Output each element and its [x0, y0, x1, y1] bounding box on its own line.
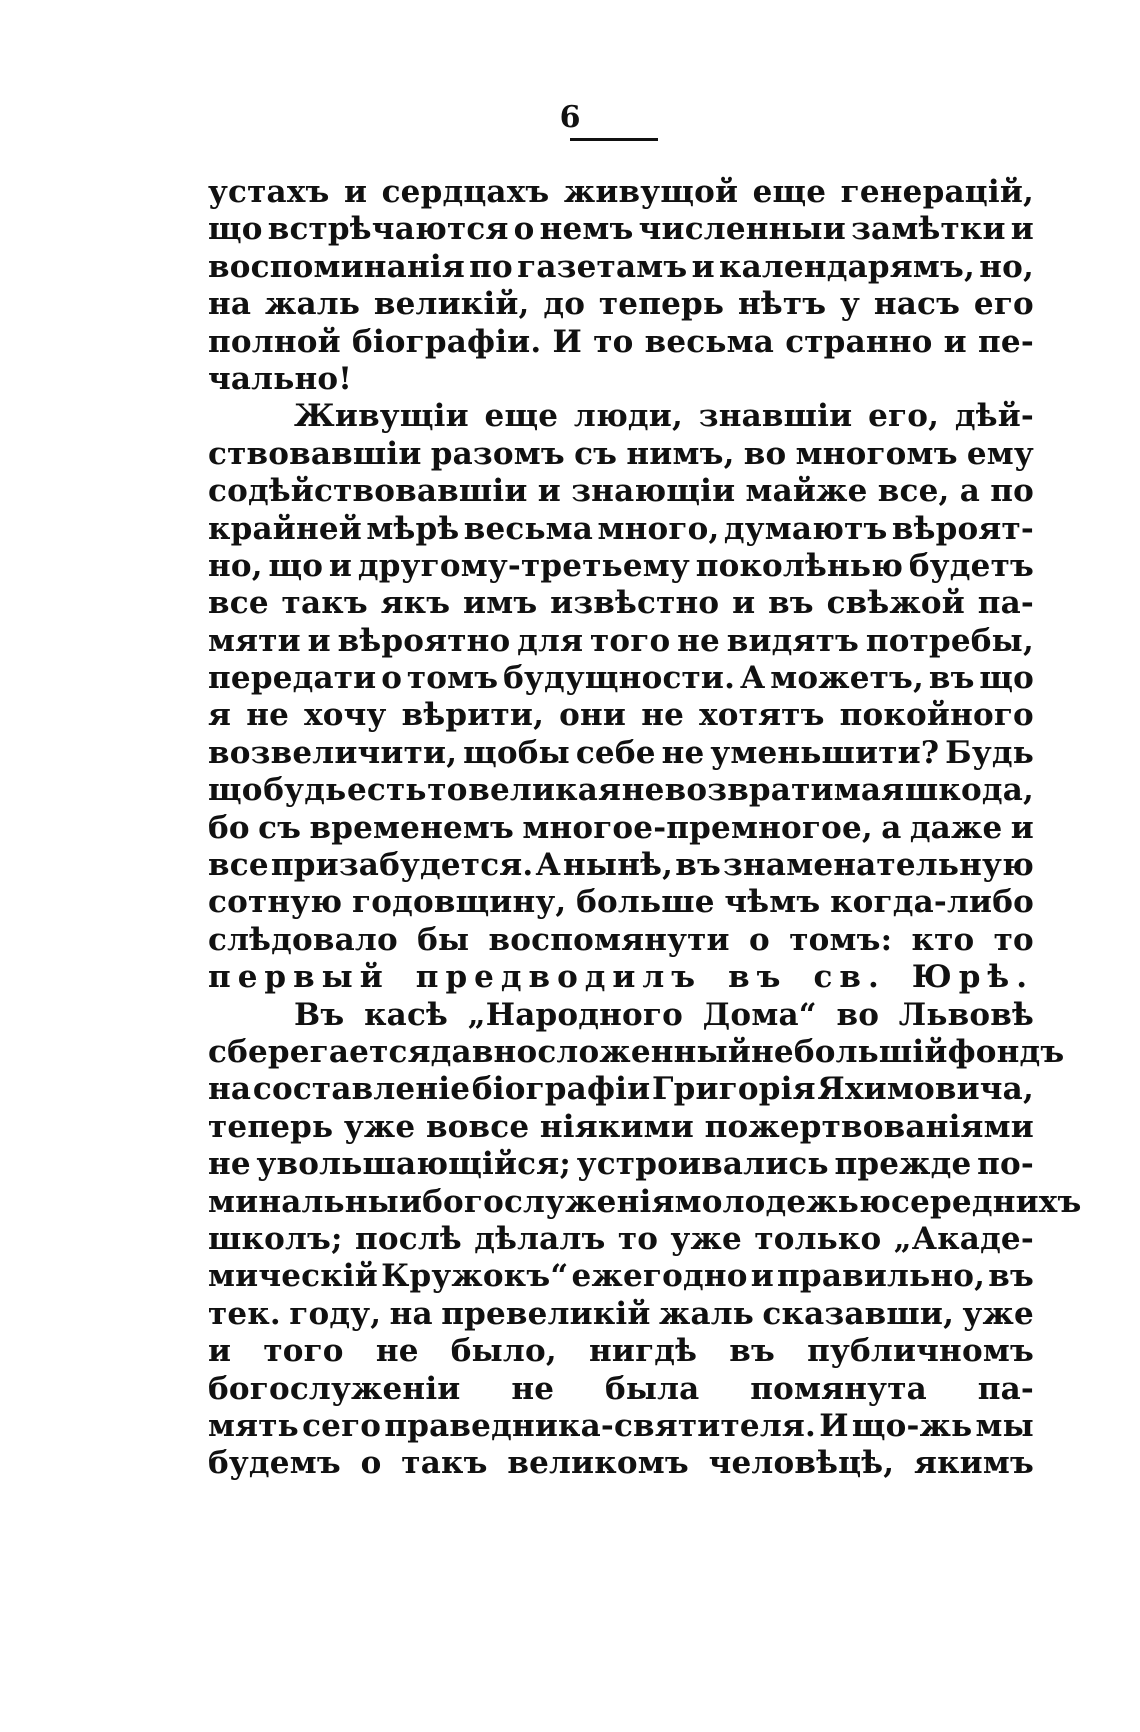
text-line: крайней мѣрѣ весьма много, думаютъ вѣроят-	[208, 510, 1034, 547]
text-line: чально!	[208, 360, 353, 397]
text-line: возвеличити, щобы себе не уменьшити? Будь	[208, 734, 1034, 771]
text-line: передати о томъ будущности. А можетъ, въ що	[208, 660, 1034, 697]
text-line: мять сего праведника-святителя. И що-жь мы	[208, 1407, 1034, 1444]
text-line: содѣйствовавшіи и знающіи майже все, а по	[208, 473, 1034, 510]
text-line: воспоминанія по газетамъ и календарямъ, но,	[208, 248, 1034, 285]
text-line: школъ; послѣ дѣлалъ то уже только „Акаде-	[208, 1220, 1034, 1257]
text-line: на жаль великій, до теперь нѣтъ у насъ его	[208, 286, 1034, 323]
text-line: тек. году, на превеликій жаль сказавши, уже	[208, 1295, 1034, 1332]
text-line: первый предводилъ въ св. Юрѣ.	[208, 959, 1034, 996]
body-text	[208, 174, 1082, 1483]
text-line: минальныи богослуженія молодежью середнихъ	[208, 1183, 1082, 1220]
text-line: слѣдовало бы воспомянути о томъ: кто то	[208, 921, 1034, 958]
text-line: що встрѣчаются о немъ численныи замѣтки и	[208, 211, 1034, 248]
text-line: сотную годовщину, больше чѣмъ когда-либо	[208, 884, 1034, 921]
text-line: Живущіи еще люди, знавшіи его, дѣй-	[294, 398, 1034, 435]
text-line: устахъ и сердцахъ живущой еще генерацій,	[208, 174, 1034, 210]
text-line: що будь есть то великая невозвратимая шкода,	[208, 772, 1034, 809]
text-line: и того не было, нигдѣ въ публичномъ	[208, 1333, 1034, 1370]
text-line: я не хочу вѣрити, они не хотятъ покойного	[208, 697, 1034, 734]
text-line: все призабудется. А нынѣ, въ знаменательную	[208, 847, 1034, 884]
page-number: 6	[559, 100, 581, 135]
text-line: мяти и вѣроятно для того не видятъ потребы,	[208, 622, 1034, 659]
text-line: ствовавшіи разомъ съ нимъ, во многомъ ему	[208, 435, 1034, 472]
text-line: Въ касѣ „Народного Дома“ во Львовѣ	[294, 996, 1034, 1033]
text-line: но, що и другому-третьему поколѣнью будетъ	[208, 547, 1034, 584]
text-line: сберегается давно сложенный небольшій фондъ	[208, 1033, 1065, 1070]
text-line: на составленіе біографіи Григорія Яхимовича,	[208, 1071, 1034, 1108]
text-line: теперь уже вовсе ніякими пожертвованіями	[208, 1108, 1034, 1145]
text-line: богослуженіи не была помянута па-	[208, 1370, 1034, 1407]
text-line: будемъ о такъ великомъ человѣцѣ, якимъ	[208, 1445, 1034, 1482]
text-line: бо съ временемъ многое-премногое, а даже и	[208, 809, 1034, 846]
text-line: полной біографіи. И то весьма странно и пе-	[208, 323, 1034, 360]
text-line: мическій Кружокъ“ ежегодно и правильно, въ	[208, 1258, 1034, 1295]
text-line: все такъ якъ имъ извѣстно и въ свѣжой па-	[208, 585, 1034, 622]
text-line: не увольшающійся; устроивались прежде по-	[208, 1146, 1034, 1183]
page-number-underline	[570, 138, 658, 141]
